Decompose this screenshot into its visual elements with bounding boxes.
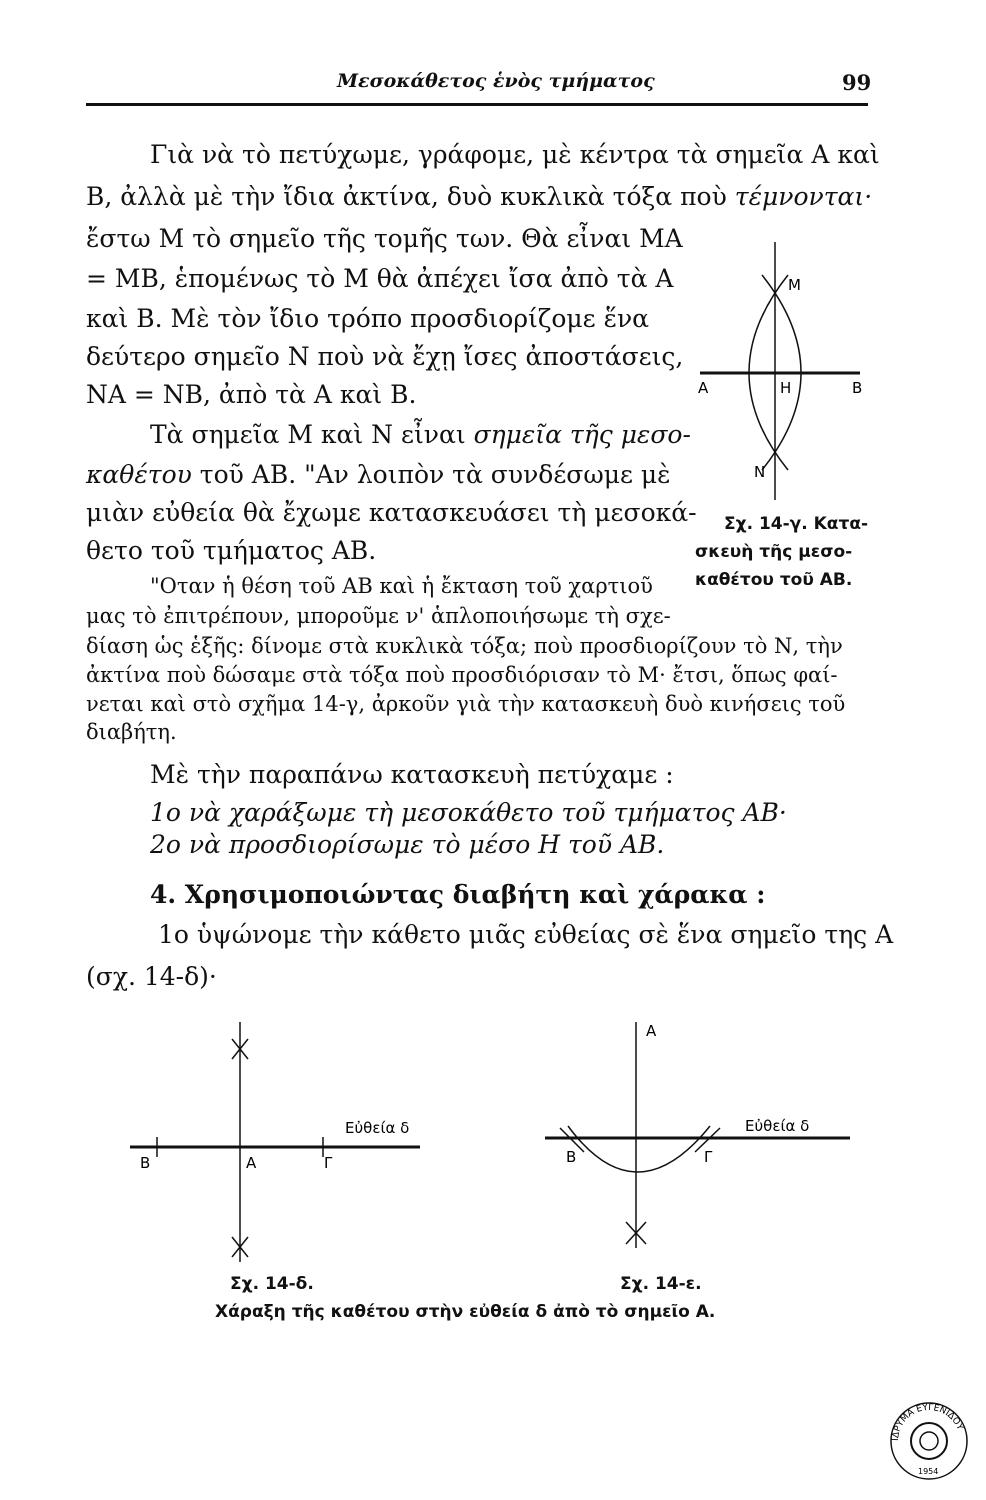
label-g: Γ [324, 1154, 333, 1172]
stamp-text-path: ΙΔΡΥΜΑ ΕΥΓΕΝΙΔΟΥ [890, 1402, 965, 1442]
text-line: θετο τοῦ τμήματος ΑΒ. [86, 536, 377, 565]
result-item: 1ο νὰ χαράξωμε τὴ μεσοκάθετο τοῦ τμήματος ΑΒ· [150, 798, 787, 827]
running-header-title: Μεσοκάθετος ἑνὸς τμήματος [337, 70, 655, 92]
result-item: 2ο νὰ προσδιορίσωμε τὸ μέσο Η τοῦ ΑΒ. [150, 830, 665, 859]
figures-common-caption: Χάραξη τῆς καθέτου στὴν εὐθεία δ ἀπὸ τὸ σημεῖο Α. [215, 1302, 716, 1322]
text-span: τοῦ ΑΒ. "Αν λοιπὸν τὰ συνδέσωμε μὲ [199, 460, 671, 489]
text-line [86, 182, 872, 212]
text-line: Γιὰ νὰ τὸ πετύχωμε, γράφομε, μὲ κέντρα τὰ σημεῖα Α καὶ [150, 140, 880, 169]
stamp-inner-emblem [911, 1423, 947, 1459]
figure-14g-caption-line: καθέτου τοῦ ΑΒ. [695, 570, 853, 590]
foundation-stamp [888, 1400, 970, 1482]
figure-14g-caption-line: Σχ. 14-γ. Κατα- [724, 514, 869, 534]
stamp-text [891, 1403, 965, 1441]
text-line: ἀκτίνα ποὺ δώσαμε στὰ τόξα ποὺ προσδιόρισαν τὸ Μ· ἔτσι, ὅπως φαί- [86, 663, 838, 687]
text-line: μιὰν εὐθεία θὰ ἔχωμε κατασκευάσει τὴ μεσοκά- [86, 498, 697, 527]
label-b: B [566, 1148, 577, 1166]
label-a: A [246, 1154, 257, 1172]
text-line [150, 420, 691, 450]
text-span: Β, ἀλλὰ μὲ τὴν ἴδια ἀκτίνα, δυὸ κυκλικὰ τόξα ποὺ [86, 182, 727, 211]
stamp-center-mark [920, 1432, 938, 1450]
section-heading: 4. Χρησιμοποιώντας διαβήτη καὶ χάρακα : [150, 880, 766, 909]
figure-14g-caption-line: σκευὴ τῆς μεσο- [695, 542, 853, 562]
italic-phrase: καθέτου [86, 460, 192, 489]
label-a: A [698, 379, 709, 397]
figure-14g-perpendicular-bisector [680, 240, 880, 510]
label-a: A [646, 1022, 657, 1040]
text-line: = ΜΒ, ἑπομένως τὸ Μ θὰ ἀπέχει ἴσα ἀπὸ τὰ Α [86, 264, 674, 293]
text-line: μας τὸ ἐπιτρέπουν, μποροῦμε ν' ἁπλοποιήσωμε τὴ σχε- [86, 604, 671, 628]
figure-14d [120, 1018, 440, 1268]
figure-14e [540, 1018, 870, 1258]
text-line: διαβήτη. [86, 720, 177, 744]
italic-phrase: τέμνονται· [734, 182, 873, 211]
text-line: 1ο ὑψώνομε τὴν κάθετο μιᾶς εὐθείας σὲ ἕνα σημεῖο της Α [158, 920, 894, 949]
text-span: Τὰ σημεῖα Μ καὶ Ν εἶναι [150, 420, 466, 449]
stamp-year: 1954 [918, 1467, 939, 1476]
text-line [86, 460, 671, 490]
label-n: N [754, 463, 766, 481]
label-m: M [788, 276, 801, 294]
text-line: καὶ Β. Μὲ τὸν ἴδιο τρόπο προσδιορίζομε ἕνα [86, 304, 650, 333]
line-delta-label: Εὐθεία δ [745, 1117, 810, 1135]
header-rule [86, 103, 868, 106]
label-h: H [780, 379, 792, 397]
text-line: δεύτερο σημεῖο Ν ποὺ νὰ ἔχῃ ἴσες ἀποστάσεις, [86, 342, 684, 371]
arc-from-a [568, 1126, 710, 1172]
page-number: 99 [842, 70, 872, 95]
text-line: "Οταν ἡ θέση τοῦ ΑΒ καὶ ἡ ἔκταση τοῦ χαρτιοῦ [150, 574, 653, 598]
figure-14e-caption: Σχ. 14-ε. [620, 1274, 702, 1294]
text-line: ἔστω Μ τὸ σημεῖο τῆς τομῆς των. Θὰ εἶναι ΜΑ [86, 224, 683, 253]
italic-phrase: σημεῖα τῆς μεσο- [473, 420, 691, 449]
label-b: B [140, 1154, 151, 1172]
label-b: B [852, 379, 863, 397]
text-line: νεται καὶ στὸ σχῆμα 14-γ, ἀρκοῦν γιὰ τὴν κατασκευὴ δυὸ κινήσεις τοῦ [86, 692, 846, 716]
result-intro: Μὲ τὴν παραπάνω κατασκευὴ πετύχαμε : [150, 760, 674, 789]
figure-14d-caption: Σχ. 14-δ. [230, 1274, 314, 1294]
text-line: ΝΑ = ΝΒ, ἀπὸ τὰ Α καὶ Β. [86, 380, 417, 409]
line-delta-label: Εὐθεία δ [345, 1119, 410, 1137]
text-line: δίαση ὡς ἑξῆς: δίνομε στὰ κυκλικὰ τόξα; ποὺ προσδιορίζουν τὸ Ν, τὴν [86, 634, 843, 658]
label-g: Γ [704, 1148, 713, 1166]
text-line: (σχ. 14-δ)· [86, 962, 217, 991]
